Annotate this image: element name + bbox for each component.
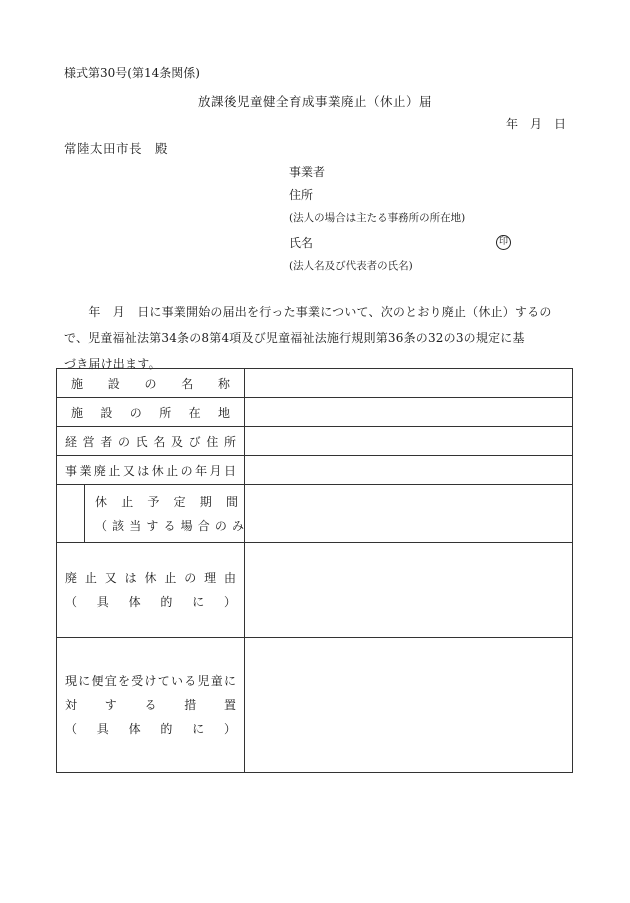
facility-name-field[interactable] [245,369,573,398]
child-measures-field[interactable] [245,638,573,773]
statement-line: づき届け出ます。 [64,357,161,371]
table-row [57,398,573,427]
table-row [57,427,573,456]
table-row [57,456,573,485]
suspension-period-label: 休止予定期間 （該当する場合のみ [85,485,245,543]
date-line: 年 月 日 [505,117,566,131]
facility-address-label: 施 設 の 所 在 地 [57,398,245,427]
table-row [57,543,573,638]
address-label: 住所 [289,188,314,202]
name-label: 氏名 [289,236,314,250]
closure-date-label: 事業廃止又は休止の年月日 [57,456,245,485]
closure-date-field[interactable] [245,456,573,485]
child-measures-label: 現に便宜を受けている児童に 対 す る 措 置 （ 具 体 的 に ） [57,638,245,773]
notification-statement [64,299,569,377]
document-title: 放課後児童健全育成事業廃止（休止）届 [197,94,432,109]
closure-reason-label: 廃止又は休止の理由 （ 具 体 的 に ） [57,543,245,638]
seal-mark: 印 [496,235,511,250]
statement-line: で、児童福祉法第34条の8第4項及び児童福祉法施行規則第36条の32の3の規定に基 [64,331,525,345]
addressee: 常陸太田市長 殿 [64,141,169,156]
indent-cell [57,485,85,543]
name-note: (法人名及び代表者の氏名) [289,260,413,272]
closure-reason-field[interactable] [245,543,573,638]
table-row [57,369,573,398]
form-number: 様式第30号(第14条関係) [64,66,200,80]
facility-address-field[interactable] [245,398,573,427]
operator-name-address-field[interactable] [245,427,573,456]
table-row [57,638,573,773]
operator-name-address-label: 経営者の氏名及び住所 [57,427,245,456]
suspension-period-field[interactable] [245,485,573,543]
operator-label: 事業者 [289,165,326,179]
facility-name-label: 施 設 の 名 称 [57,369,245,398]
table-row [57,485,573,543]
address-note: (法人の場合は主たる事務所の所在地) [289,212,466,224]
statement-line: 年 月 日に事業開始の届出を行った事業について、次のとおり廃止（休止）するの [64,305,552,319]
notification-table [56,368,573,773]
